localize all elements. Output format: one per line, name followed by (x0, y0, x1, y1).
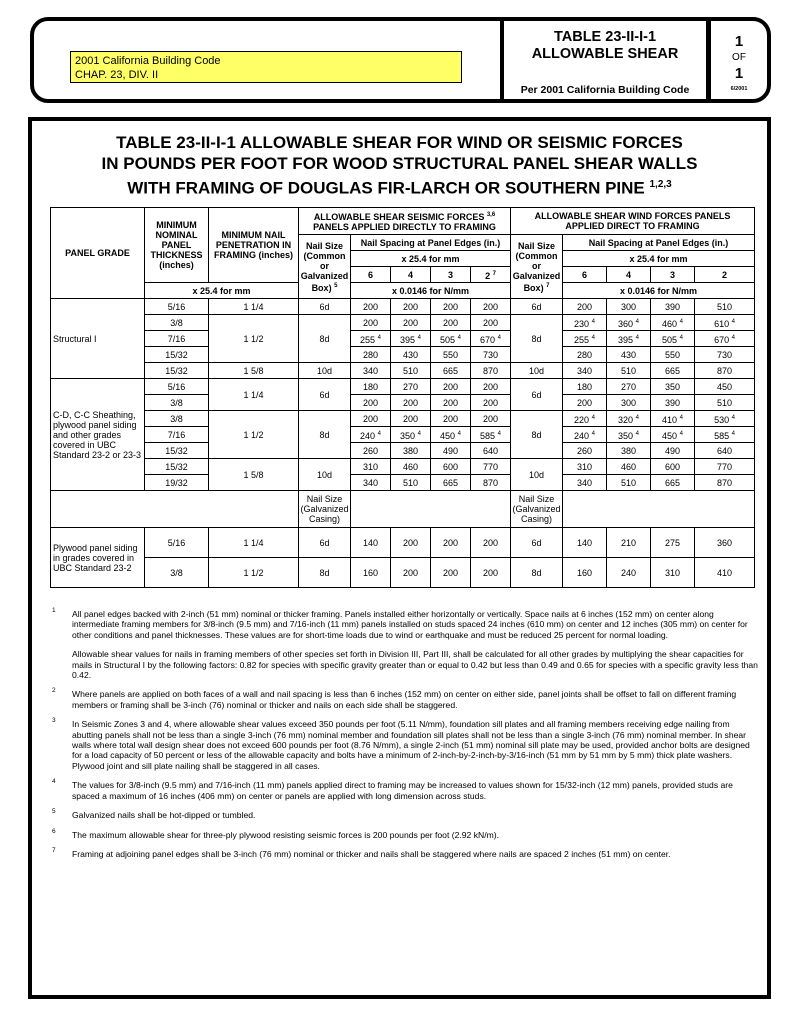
table-row (51, 491, 755, 528)
footnote-text: Where panels are applied on both faces of a wall and nail spacing is less than 6 inches (152 mm) on center on either side, panel joints shall be offset to fall on different framing members or framing shall be 3-inch (76) nominal or thicker and nails on each side shall be staggered. (72, 689, 737, 710)
shear-value: 180 (563, 379, 607, 395)
footnote-text: All panel edges backed with 2-inch (51 mm) nominal or thicker framing. Panels installed either horizontally or vertically. Space nails at 6 inches (152 mm) on center along intermediate framing members for 3/8-inch (9.5 mm) and 7/16-inch (11 mm) panels installed on studs spaced 24 inches (610 mm) on center and 12 inches (305 mm) on center for other conditions and panel thicknesses. These values are for short-time loads due to wind or earthquake and must be reduced 25 percent for normal loading. (72, 609, 748, 640)
shear-value: 510 (391, 363, 431, 379)
footnote (52, 719, 762, 771)
shear-value: 200 (391, 299, 431, 315)
shear-value: 240 (607, 558, 651, 588)
shear-value: 140 (563, 528, 607, 558)
nail-penetration: 1 1/4 (209, 528, 299, 558)
shear-value: 160 (563, 558, 607, 588)
footnote (52, 827, 762, 840)
page-of: OF (732, 52, 746, 63)
shear-value: 280 (563, 347, 607, 363)
header-x254-wind: x 25.4 for mm (563, 251, 755, 267)
footnote (52, 609, 762, 640)
shear-value: 350 (651, 379, 695, 395)
shear-value: 275 (651, 528, 695, 558)
shear-value: 450 (695, 379, 755, 395)
shear-value: 255 $^4$ (563, 331, 607, 347)
shear-value: 180 (351, 379, 391, 395)
footnote-number: 3 (52, 717, 56, 725)
footnote (52, 780, 762, 801)
shear-value: 310 (651, 558, 695, 588)
table-row (51, 443, 755, 459)
footnote (52, 689, 762, 710)
header-spacing: 2 $^7$ (471, 267, 511, 283)
shear-value: 200 (431, 395, 471, 411)
shear-value: 200 (431, 299, 471, 315)
shear-value: 510 (391, 475, 431, 491)
shear-value: 380 (391, 443, 431, 459)
table-row (51, 459, 755, 475)
table-row (51, 395, 755, 411)
shear-value: 230 $^4$ (563, 315, 607, 331)
shear-value: 200 (471, 315, 511, 331)
header-wind: ALLOWABLE SHEAR WIND FORCES PANELS APPLIED DIRECT TO FRAMING (511, 208, 755, 235)
shear-value: 200 (431, 379, 471, 395)
footnote (52, 649, 762, 680)
footnote (52, 846, 762, 859)
shear-value: 430 (607, 347, 651, 363)
shear-value: 665 (431, 475, 471, 491)
nail-size-seismic: 8d (299, 558, 351, 588)
shear-value: 310 (351, 459, 391, 475)
table-row (51, 315, 755, 331)
shear-value: 210 (607, 528, 651, 558)
panel-thickness: 7/16 (145, 331, 209, 347)
table-row (51, 528, 755, 558)
shear-value: 380 (607, 443, 651, 459)
shear-value: 200 (471, 379, 511, 395)
shear-value: 730 (471, 347, 511, 363)
panel-thickness: 19/32 (145, 475, 209, 491)
nail-penetration: 1 5/8 (209, 363, 299, 379)
shear-value: 490 (431, 443, 471, 459)
nail-size-seismic: 6d (299, 379, 351, 411)
nail-penetration: 1 1/4 (209, 299, 299, 315)
shear-value: 240 $^4$ (563, 427, 607, 443)
shear-value: 200 (391, 558, 431, 588)
shear-value: 530 $^4$ (695, 411, 755, 427)
blank-cell (51, 491, 299, 528)
table-row (51, 379, 755, 395)
code-reference-label (70, 51, 462, 83)
shear-value: 240 $^4$ (351, 427, 391, 443)
panel-thickness: 3/8 (145, 395, 209, 411)
shear-value: 460 (607, 459, 651, 475)
shear-value: 585 $^4$ (471, 427, 511, 443)
shear-value: 200 (563, 299, 607, 315)
footnote-number: 1 (52, 607, 56, 614)
shear-value: 360 (695, 528, 755, 558)
footnote-number: 4 (52, 778, 56, 786)
shear-value: 300 (607, 299, 651, 315)
nail-size-seismic: 10d (299, 363, 351, 379)
shear-value: 665 (431, 363, 471, 379)
shear-value: 160 (351, 558, 391, 588)
shear-value: 320 $^4$ (607, 411, 651, 427)
panel-thickness: 15/32 (145, 363, 209, 379)
shear-value: 255 $^4$ (351, 331, 391, 347)
shear-value: 490 (651, 443, 695, 459)
allowable-shear-table (50, 207, 755, 588)
footnote-number: 2 (52, 687, 56, 695)
shear-value: 350 $^4$ (607, 427, 651, 443)
shear-value: 550 (431, 347, 471, 363)
nail-size-wind: 10d (511, 459, 563, 491)
header-spacing: 4 (391, 267, 431, 283)
table-row (51, 411, 755, 427)
header-spacing: 2 (695, 267, 755, 283)
shear-value: 340 (563, 475, 607, 491)
panel-thickness: 15/32 (145, 347, 209, 363)
shear-value: 200 (471, 299, 511, 315)
shear-value: 200 (431, 411, 471, 427)
code-chapter: CHAP. 23, DIV. II (75, 69, 159, 81)
header-seismic: ALLOWABLE SHEAR SEISMIC FORCES $^{3,6}$ PANELS APPLIED DIRECTLY TO FRAMING (299, 208, 511, 235)
header-spacing: 6 (563, 267, 607, 283)
shear-value: 410 $^4$ (651, 411, 695, 427)
shear-value: 460 (391, 459, 431, 475)
shear-value: 300 (607, 395, 651, 411)
shear-value: 200 (351, 299, 391, 315)
panel-grade: Plywood panel siding in grades covered in UBC Standard 23-2 (51, 528, 145, 588)
panel-thickness: 15/32 (145, 459, 209, 475)
source-note: Per 2001 California Building Code (520, 84, 690, 96)
shear-value: 280 (351, 347, 391, 363)
shear-value: 600 (431, 459, 471, 475)
table-row (51, 427, 755, 443)
footnote-number: 6 (52, 827, 56, 835)
shear-value: 310 (563, 459, 607, 475)
casing-label-wind: Nail Size (Galvanized Casing) (511, 491, 563, 528)
shear-value: 510 (695, 395, 755, 411)
footnote-number: 5 (52, 808, 56, 816)
shear-value: 390 (651, 395, 695, 411)
nail-size-seismic: 8d (299, 315, 351, 363)
header-nail-size-seismic: Nail Size (Common or Galvanized Box) $^5$ (299, 235, 351, 299)
panel-thickness: 3/8 (145, 315, 209, 331)
header-nail-size-wind: Nail Size (Common or Galvanized Box) $^7$ (511, 235, 563, 299)
header-page-panel (707, 17, 771, 103)
table-id: TABLE 23-II-I-1 (553, 29, 657, 45)
header-nail-spacing-seismic: Nail Spacing at Panel Edges (in.) (351, 235, 511, 251)
nail-penetration: 1 1/2 (209, 558, 299, 588)
page-number: 1 (734, 33, 744, 50)
shear-value: 200 (391, 315, 431, 331)
nail-size-seismic: 6d (299, 299, 351, 315)
shear-value: 670 $^4$ (471, 331, 511, 347)
nail-size-wind: 6d (511, 379, 563, 411)
shear-value: 270 (391, 379, 431, 395)
shear-value: 505 $^4$ (431, 331, 471, 347)
nail-size-wind: 8d (511, 558, 563, 588)
page-total: 1 (734, 65, 744, 82)
shear-value: 200 (351, 411, 391, 427)
panel-thickness: 5/16 (145, 379, 209, 395)
shear-value: 200 (431, 315, 471, 331)
nail-penetration: 1 5/8 (209, 459, 299, 491)
table-name: ALLOWABLE SHEAR (531, 46, 679, 62)
panel-grade: Structural I (51, 299, 145, 379)
footnotes (52, 609, 762, 868)
footnote-number: 7 (52, 846, 56, 854)
shear-value: 665 (651, 363, 695, 379)
nail-penetration: 1 1/2 (209, 411, 299, 459)
panel-thickness: 15/32 (145, 443, 209, 459)
footnote-text: Galvanized nails shall be hot-dipped or tumbled. (72, 810, 256, 821)
shear-value: 640 (695, 443, 755, 459)
casing-label-seismic: Nail Size (Galvanized Casing) (299, 491, 351, 528)
header-x254-mm: x 25.4 for mm (145, 283, 299, 299)
footnote (52, 810, 762, 820)
shear-value: 670 $^4$ (695, 331, 755, 347)
nail-size-wind: 6d (511, 528, 563, 558)
shear-value: 510 (607, 363, 651, 379)
nail-size-wind: 8d (511, 315, 563, 363)
shear-value: 610 $^4$ (695, 315, 755, 331)
header-title-panel (500, 17, 710, 103)
table-row (51, 299, 755, 315)
header-nail-spacing-wind: Nail Spacing at Panel Edges (in.) (563, 235, 755, 251)
shear-value: 200 (471, 411, 511, 427)
date-label: 6/2001 (730, 86, 748, 92)
footnote-text: The values for 3/8-inch (9.5 mm) and 7/16-inch (11 mm) panels applied direct to framing may be increased to values shown for 15/32-inch (12 mm) panels, provided studs are spaced a maximum of 16 inches (406 mm) on center or panels are applied with long dimension across studs. (72, 780, 733, 801)
shear-value: 510 (607, 475, 651, 491)
shear-value: 665 (651, 475, 695, 491)
shear-value: 200 (471, 528, 511, 558)
blank-cell (563, 491, 755, 528)
table-row (51, 283, 755, 299)
shear-value: 870 (695, 363, 755, 379)
shear-value: 140 (351, 528, 391, 558)
nail-penetration: 1 1/2 (209, 315, 299, 363)
shear-value: 870 (471, 475, 511, 491)
header-left-panel (30, 17, 508, 103)
shear-value: 200 (471, 395, 511, 411)
code-name: 2001 California Building Code (75, 55, 221, 67)
shear-value: 460 $^4$ (651, 315, 695, 331)
nail-size-seismic: 6d (299, 528, 351, 558)
shear-value: 200 (391, 395, 431, 411)
shear-value: 200 (431, 528, 471, 558)
table-row (51, 558, 755, 588)
header-spacing: 4 (607, 267, 651, 283)
shear-value: 340 (351, 363, 391, 379)
shear-value: 450 $^4$ (431, 427, 471, 443)
table-row (51, 475, 755, 491)
table-row (51, 331, 755, 347)
shear-value: 730 (695, 347, 755, 363)
header-x0146-wind: x 0.0146 for N/mm (563, 283, 755, 299)
shear-value: 870 (471, 363, 511, 379)
shear-value: 340 (563, 363, 607, 379)
header-x0146-seismic: x 0.0146 for N/mm (351, 283, 511, 299)
header-x254-seismic: x 25.4 for mm (351, 251, 511, 267)
shear-value: 200 (391, 528, 431, 558)
panel-thickness: 3/8 (145, 558, 209, 588)
header-spacing: 3 (651, 267, 695, 283)
shear-value: 640 (471, 443, 511, 459)
shear-value: 410 (695, 558, 755, 588)
shear-value: 200 (563, 395, 607, 411)
shear-value: 395 $^4$ (607, 331, 651, 347)
footnote-text: In Seismic Zones 3 and 4, where allowable shear values exceed 350 pounds per foot (5.11 N/mm), foundation sill plates and all framing members receiving edge nailing from abutting panels shall not be less than a single 3-inch (76 mm) nominal member and foundation sill plates shall not be less than a single 3-inch (76 mm) nominal member. In shear walls where total wall design shear does not exceed 600 pounds per foot (8.76 N/mm), a single 2-inch (51 mm) nominal sill plate may be used, provided anchor bolts are designed for a load capacity of 50 percent or less of the allowable capacity and bolts have a minimum of 2-inch-by-2-inch-by-3/16-inch (51 mm by 51 mm by 5 mm) thick plate washers. Plywood joint and sill plate nailing shall be staggered in all cases. (72, 719, 750, 771)
shear-value: 770 (695, 459, 755, 475)
shear-value: 220 $^4$ (563, 411, 607, 427)
shear-value: 350 $^4$ (391, 427, 431, 443)
panel-thickness: 3/8 (145, 411, 209, 427)
blank-cell (351, 491, 511, 528)
footnote-text: The maximum allowable shear for three-ply plywood resisting seismic forces is 200 pounds per foot (2.92 kN/m). (72, 829, 500, 840)
document-title: TABLE 23-II-I-1 ALLOWABLE SHEAR FOR WIND OR SEISMIC FORCES IN POUNDS PER FOOT FOR WOOD STRUCTURAL PANEL SHEAR WALLS WITH FRAMING OF DOUGLAS FIR-LARCH OR SOUTHERN PINE $^{1,2,3}$ (101, 133, 698, 198)
shear-value: 430 (391, 347, 431, 363)
shear-value: 200 (351, 395, 391, 411)
panel-thickness: 5/16 (145, 299, 209, 315)
shear-value: 340 (351, 475, 391, 491)
footnote-text: Allowable shear values for nails in framing members of other species set forth in Division III, Part III, shall be calculated for all other grades by multiplying the shear capacities for mails in Structural I by the following factors: 0.82 for species with specific gravity greater than or equal to 0.42 but less than 0.49 and 0.65 for species with a specific gravity less than 0.42. (72, 649, 758, 681)
table-row (51, 347, 755, 363)
table-row (51, 363, 755, 379)
nail-size-wind: 10d (511, 363, 563, 379)
shear-value: 200 (391, 411, 431, 427)
panel-grade: C-D, C-C Sheathing, plywood panel siding and other grades covered in UBC Standard 23-2 or 23-3 (51, 379, 145, 491)
shear-value: 770 (471, 459, 511, 475)
shear-value: 395 $^4$ (391, 331, 431, 347)
shear-value: 450 $^4$ (651, 427, 695, 443)
shear-value: 200 (431, 558, 471, 588)
shear-value: 600 (651, 459, 695, 475)
nail-penetration: 1 1/4 (209, 379, 299, 411)
shear-value: 390 (651, 299, 695, 315)
panel-thickness: 5/16 (145, 528, 209, 558)
panel-thickness: 7/16 (145, 427, 209, 443)
shear-value: 510 (695, 299, 755, 315)
shear-value: 550 (651, 347, 695, 363)
header-min-nail-penetration: MINIMUM NAIL PENETRATION IN FRAMING (inches) (209, 208, 299, 283)
shear-value: 260 (351, 443, 391, 459)
shear-value: 585 $^4$ (695, 427, 755, 443)
nail-size-wind: 6d (511, 299, 563, 315)
table-row (51, 208, 755, 235)
nail-size-seismic: 10d (299, 459, 351, 491)
shear-value: 200 (471, 558, 511, 588)
nail-size-wind: 8d (511, 411, 563, 459)
footnote-text: Framing at adjoining panel edges shall be 3-inch (76 mm) nominal or thicker and nails shall be staggered where nails are spaced 2 inches (51 mm) on center. (72, 848, 671, 859)
header-spacing: 6 (351, 267, 391, 283)
header-spacing: 3 (431, 267, 471, 283)
shear-value: 200 (351, 315, 391, 331)
shear-value: 870 (695, 475, 755, 491)
shear-value: 270 (607, 379, 651, 395)
shear-value: 505 $^4$ (651, 331, 695, 347)
header-panel-grade: PANEL GRADE (51, 208, 145, 299)
shear-value: 260 (563, 443, 607, 459)
nail-size-seismic: 8d (299, 411, 351, 459)
main-document (28, 117, 771, 999)
shear-value: 360 $^4$ (607, 315, 651, 331)
header-min-thickness: MINIMUM NOMINAL PANEL THICKNESS (inches) (145, 208, 209, 283)
